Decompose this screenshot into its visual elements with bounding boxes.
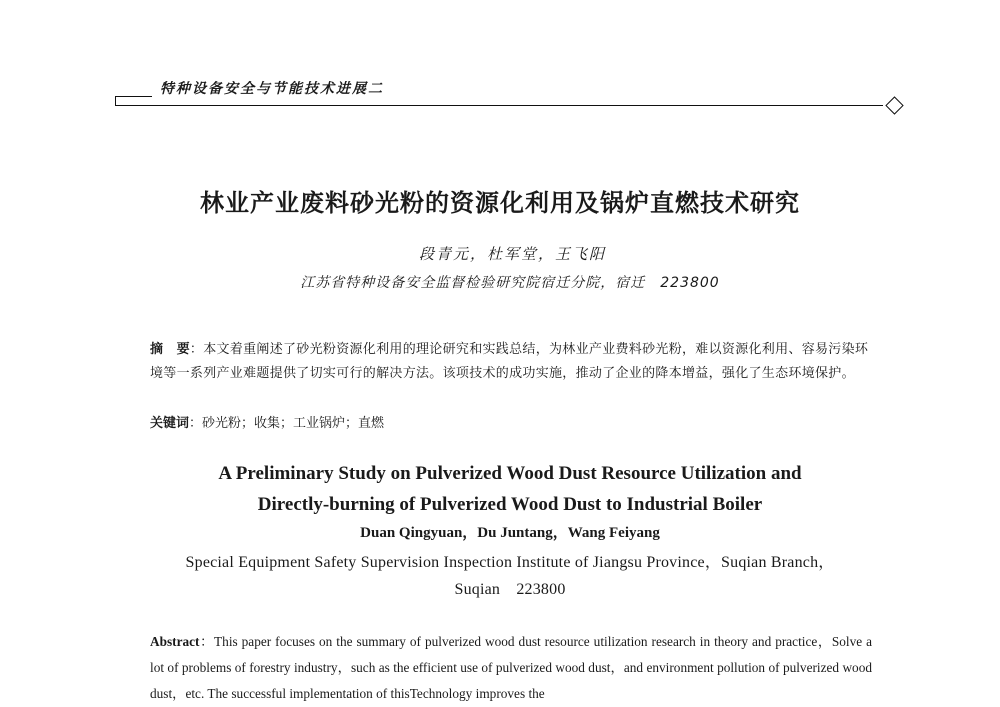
abstract-en-label: Abstract	[150, 634, 200, 649]
abstract-cn	[150, 338, 872, 386]
authors-en: Duan Qingyuan，Du Juntang，Wang Feiyang	[360, 525, 660, 541]
keywords-cn	[150, 414, 872, 434]
keywords-cn-text: ：砂光粉；收集；工业锅炉；直燃	[189, 416, 385, 431]
title-en-line2: Directly-burning of Pulverized Wood Dust to Industrial Boiler	[257, 494, 763, 515]
abstract-cn-text: ：本文着重阐述了砂光粉资源化利用的理论研究和实践总结，为林业产业费料砂光粉，难以资源化利用、容易污染环境等一系列产业难题提供了切实可行的解决方法。该项技术的成功实施，推动了企业的降本增益，强化了生态环境保护。	[150, 342, 869, 381]
abstract-en-text: ：This paper focuses on the summary of pulverized wood dust resource utilization research in theory and practice，Solve a lot of problems of forestry industry，such as the efficient use of pulverized wood dust，and environment pollution of pulverized wood dust，etc. The successful implementation of thisTechnology improves the	[150, 634, 872, 701]
header-rule	[115, 105, 883, 106]
running-header: 特种设备安全与节能技术进展二	[160, 81, 384, 97]
title-en-line1: A Preliminary Study on Pulverized Wood Dust Resource Utilization and	[218, 463, 802, 484]
header-rule-short	[115, 96, 152, 97]
abstract-cn-label: 摘 要	[150, 342, 190, 357]
abstract-en	[150, 629, 872, 701]
affiliation-en-line1: Special Equipment Safety Supervision Inspection Institute of Jiangsu Province，Suqian Branch，	[185, 554, 835, 571]
authors-cn: 段青元，杜军堂，王飞阳	[418, 245, 606, 263]
diamond-icon	[885, 96, 903, 114]
paper-title-cn: 林业产业废料砂光粉的资源化利用及锅炉直燃技术研究	[200, 188, 800, 217]
paper-title-en	[0, 458, 1000, 520]
affiliation-cn: 江苏省特种设备安全监督检验研究院宿迁分院，宿迁 223800	[300, 275, 720, 291]
keywords-cn-label: 关键词	[150, 416, 190, 431]
affiliation-en	[148, 549, 872, 603]
affiliation-en-line2: Suqian 223800	[454, 581, 566, 598]
